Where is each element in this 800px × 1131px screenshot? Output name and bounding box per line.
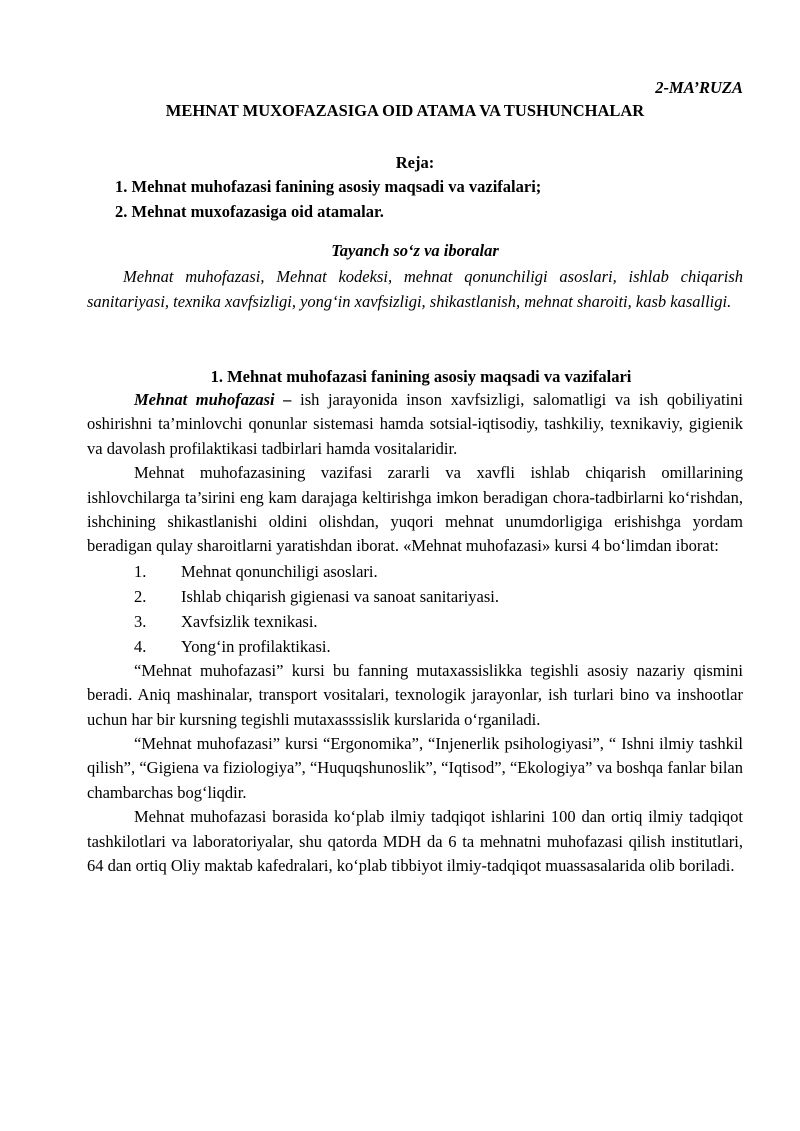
list-item-text: Ishlab chiqarish gigienasi va sanoat sanitariyasi.: [181, 586, 499, 606]
list-item: [87, 559, 743, 584]
keywords-text: Mehnat muhofazasi, Mehnat kodeksi, mehnat qonunchiligi asoslari, ishlab chiqarish sanitariyasi, texnika xavfsizligi, yong‘in xavfsizligi, shikastlanish, mehnat sharoiti, kasb kasalligi.: [87, 267, 743, 311]
definition-paragraph: [87, 388, 743, 461]
plan-item: 1. Mehnat muhofazasi fanining asosiy maqsadi va vazifalari;: [115, 177, 542, 196]
document-title: MEHNAT MUXOFAZASIGA OID ATAMA VA TUSHUNCHALAR: [165, 101, 645, 120]
course-paragraph: “Mehnat muhofazasi” kursi bu fanning mutaxassislikka tegishli asosiy nazariy qismini beradi. Aniq mashinalar, transport vositalari, texnologik jarayonlar, ish turlari bino va inshootlar uchun har bir kursning tegishli mutaxasssislik kurslarida o‘rganiladi.: [87, 660, 743, 729]
list-item-number: 2.: [134, 586, 147, 606]
definition-term: Mehnat muhofazasi –: [134, 390, 292, 409]
links-paragraph: “Mehnat muhofazasi” kursi “Ergonomika”, “Injenerlik psihologiyasi”, “ Ishni ilmiy tashkil qilish”, “Gigiena va fiziologiya”, “Huquqshunoslik”, “Iqtisod”, “Ekologiya” va boshqa fanlar bilan chambarchas bog‘liqdir.: [87, 734, 743, 802]
list-item-number: 4.: [134, 636, 147, 656]
course-parts-list: [87, 559, 743, 659]
tasks-paragraph: Mehnat muhofazasining vazifasi zararli va xavfli ishlab chiqarish omillarining ishlovchilarga ta’sirini eng kam darajaga keltirishga imkon beradigan chora-tadbirlarni ko‘rishdan, ishchining shikastlanishi oldini olishdan, yuqori mehnat unumdorligiga erishishga yordam beradigan qulay sharoitlarni yaratishdan iborat. «Mehnat muhofazasi» kursi 4 bo‘limdan iborat:: [87, 463, 743, 556]
document-page: [87, 78, 743, 879]
plan-item: 2. Mehnat muxofazasiga oid atamalar.: [115, 202, 384, 221]
section-heading: 1. Mehnat muhofazasi fanining asosiy maqsadi va vazifalari: [210, 367, 632, 386]
lecture-number: 2-MA’RUZA: [655, 78, 743, 97]
list-item: [87, 584, 743, 609]
list-item-number: 3.: [134, 611, 147, 631]
list-item: [87, 634, 743, 659]
list-item-number: 1.: [134, 561, 147, 581]
definition-text: ish jarayonida inson xavfsizligi, salomatligi va ish qobiliyatini oshirishni ta’minlovchi qonunlar sistemasi hamda sotsial-iqtisodiy, tashkiliy, texnikaviy, gigienik va davolash profilaktikasi tadbirlari hamda vositalaridir.: [87, 390, 743, 458]
plan-heading: Reja:: [395, 153, 435, 172]
list-item-text: Mehnat qonunchiligi asoslari.: [181, 561, 378, 581]
list-item-text: Xavfsizlik texnikasi.: [181, 611, 318, 631]
list-item-text: Yong‘in profilaktikasi.: [181, 636, 331, 656]
research-paragraph: Mehnat muhofazasi borasida ko‘plab ilmiy tadqiqot ishlarini 100 dan ortiq ilmiy tadqiqot tashkilotlari va laboratoriyalar, shu qatorda MDH da 6 ta mehnatni muhofazasi qilish institutlari, 64 dan ortiq Oliy maktab kafedralari, ko‘plab tibbiyot ilmiy-tadqiqot muassasalarida olib boriladi.: [87, 807, 743, 876]
list-item: [87, 609, 743, 634]
keywords-heading: Tayanch so‘z va iboralar: [331, 241, 499, 260]
